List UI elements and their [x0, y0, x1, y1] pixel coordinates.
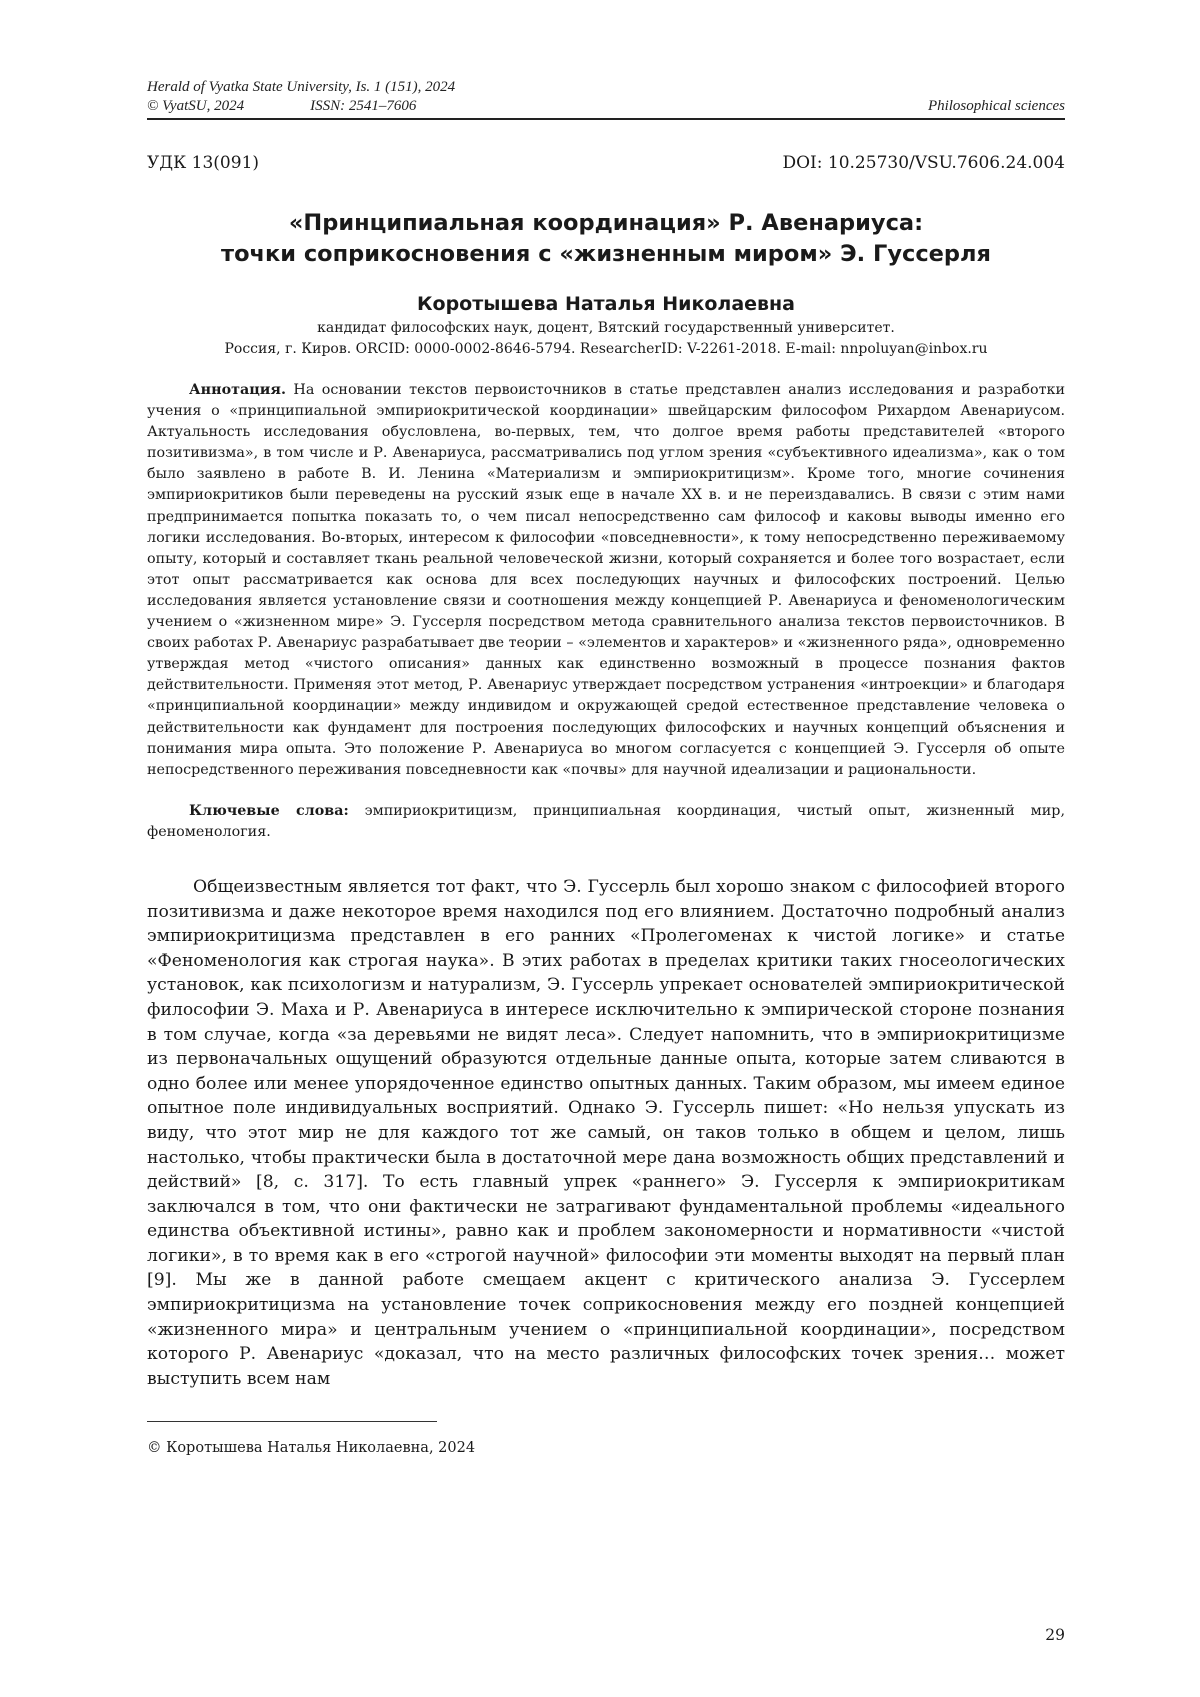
- journal-copyright: © VyatSU, 2024: [147, 98, 245, 114]
- abstract-text: На основании текстов первоисточников в статье представлен анализ исследования и разработки учения о «принципиальной эмпириокритической координации» швейцарским философом Рихардом Авенариусом. Актуальность исследования обусловлена, во-первых, тем, что долгое время работы представителей «второго позитивизма», в том числе и Р. Авенариуса, рассматривались под углом зрения «субъективного идеализма», как о том было заявлено в работе В. И. Ленина «Материализм и эмпириокритицизм». Кроме того, многие сочинения эмпириокритиков были переведены на русский язык еще в начале XX в. и не переиздавались. В связи с этим нами предпринимается попытка показать то, о чем писал непосредственно сам философ и каковы выводы именно его логики исследования. Во-вторых, интересом к философии «повседневности», к тому непосредственно переживаемому опыту, который и составляет ткань реальной человеческой жизни, который сохраняется и более того возрастает, если этот опыт рассматривается как основа для всех последующих научных и философских построений. Целью исследования является установление связи и соотношения между концепцией Р. Авенариуса и феноменологическим учением о «жизненном мире» Э. Гуссерля посредством метода сравнительного анализа текстов первоисточников. В своих работах Р. Авенариус разрабатывает две теории – «элементов и характеров» и «жизненного ряда», одновременно утверждая метод «чистого описания» данных как единственно возможный в процессе познания фактов действительности. Применяя этот метод, Р. Авенариус утверждает посредством устранения «интроекции» и благодаря «принципиальной координации» между индивидом и окружающей средой естественное представление человека о действительности как фундамент для построения последующих философских и научных концепций объяснения и понимания мира опыта. Это положение Р. Авенариуса во многом согласуется с концепцией Э. Гуссерля об опыте непосредственного переживания повседневности как «почвы» для научной идеализации и рациональности.: [147, 382, 1065, 778]
- abstract-label: Аннотация.: [189, 382, 286, 398]
- journal-citation: Herald of Vyatka State University, Is. 1 (151), 2024: [147, 79, 456, 95]
- running-head-left: [147, 97, 416, 116]
- doi[interactable]: DOI: 10.25730/VSU.7606.24.004: [782, 153, 1065, 173]
- keywords: [147, 801, 1065, 843]
- affiliation-line-2: Россия, г. Киров. ORCID: 0000-0002-8646-5794. ResearcherID: V-2261-2018. E-mail: nnpoluyan@inbox.ru: [224, 341, 988, 357]
- title-line-2: точки соприкосновения с «жизненным миром» Э. Гуссерля: [221, 241, 991, 267]
- affiliation-line-1: кандидат философских наук, доцент, Вятский государственный университет.: [317, 320, 895, 336]
- journal-issn: ISSN: 2541–7606: [310, 98, 417, 114]
- running-head-row: [147, 97, 1065, 116]
- journal-section: Philosophical sciences: [927, 98, 1065, 114]
- title-line-1: «Принципиальная координация» Р. Авенариуса:: [288, 210, 924, 236]
- udk-code: УДК 13(091): [147, 153, 260, 173]
- abstract: [147, 380, 1065, 781]
- article-title: [147, 208, 1065, 270]
- header-rule: [147, 118, 1065, 120]
- page-number: 29: [1045, 1626, 1065, 1644]
- article-page: [147, 78, 1065, 1644]
- keywords-text: эмпириокритицизм, принципиальная координация, чистый опыт, жизненный мир, феноменология.: [147, 802, 1065, 840]
- keywords-label: Ключевые слова:: [189, 802, 349, 819]
- body-paragraph: Общеизвестным является тот факт, что Э. Гуссерль был хорошо знаком с философией второго позитивизма и даже некоторое время находился под его влиянием. Достаточно подробный анализ эмпириокритицизма представлен в его ранних «Пролегоменах к чистой логике» и статье «Феноменология как строгая наука». В этих работах в пределах критики таких гносеологических установок, как психологизм и натурализм, Э. Гуссерль упрекает основателей эмпириокритической философии Э. Маха и Р. Авенариуса в интересе исключительно к эмпирической стороне познания в том случае, когда «за деревьями не видят леса». Следует напомнить, что в эмпириокритицизме из первоначальных ощущений образуются отдельные данные опыта, которые затем сливаются в одно более или менее упорядоченное единство опытных данных. Таким образом, мы имеем единое опытное поле индивидуальных восприятий. Однако Э. Гуссерль пишет: «Но нельзя упускать из виду, что этот мир не для каждого тот же самый, он таков только в общем и целом, лишь настолько, чтобы практически была в достаточной мере дана возможность общих представлений и действий» [8, с. 317]. То есть главный упрек «раннего» Э. Гуссерля к эмпириокритикам заключался в том, что они фактически не затрагивают фундаментальной проблемы «идеального единства объективной истины», равно как и проблем закономерности и нормативности «чистой логики», в то время как в его «строгой научной» философии эти моменты выходят на первый план [9]. Мы же в данной работе смещаем акцент с критического анализа Э. Гуссерлем эмпириокритицизма на установление точек соприкосновения между его поздней концепцией «жизненного мира» и центральным учением о «принципиальной координации», посредством которого Р. Авенариус «доказал, что на место различных философских точек зрения… может выступить всем нам: [147, 876, 1065, 1389]
- running-head: [147, 78, 1065, 120]
- footnote-rule: [147, 1421, 437, 1422]
- article-identifiers: [147, 152, 1065, 174]
- author-name: Коротышева Наталья Николаевна: [416, 293, 795, 315]
- author-copyright: © Коротышева Наталья Николаевна, 2024: [147, 1440, 476, 1457]
- author-affiliation: [147, 318, 1065, 360]
